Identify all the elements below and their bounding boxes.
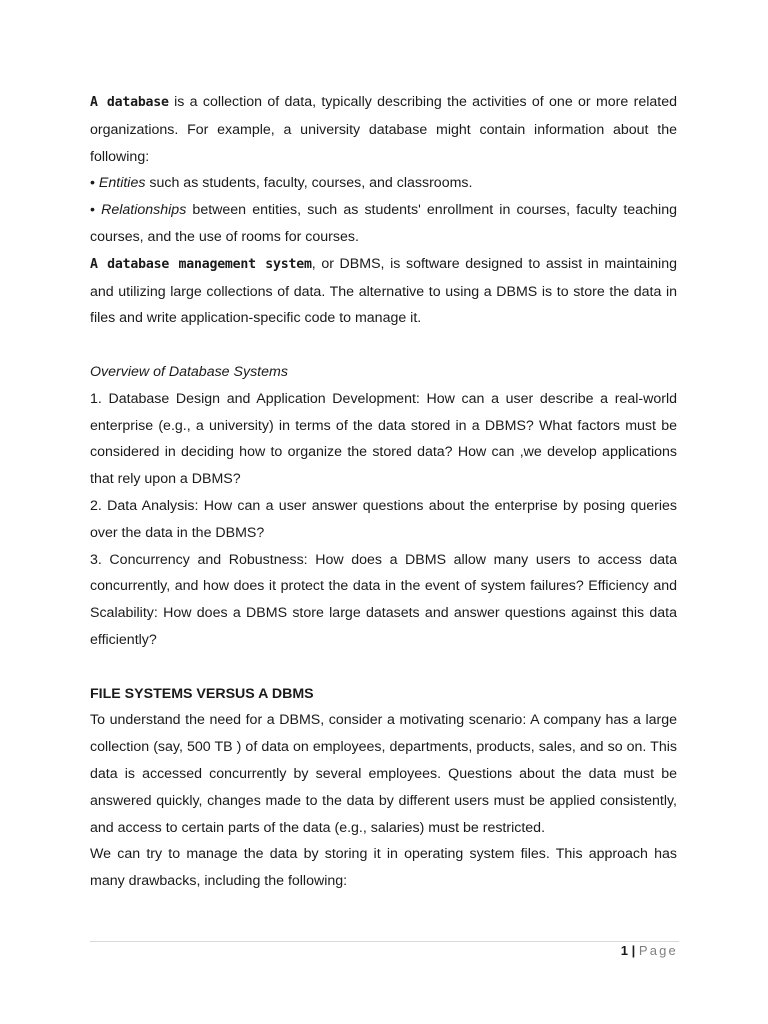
entities-term: Entities (98, 175, 146, 192)
intro-text: is a collection of data, typically describing the activities of one or more related organizations. For example, a university database might contain information about the following: (90, 94, 677, 165)
section-heading: FILE SYSTEMS VERSUS A DBMS (90, 685, 314, 702)
dbms-term: A database management system (90, 256, 312, 272)
overview-item-1: 1. Database Design and Application Development: How can a user describe a real-world enterprise (e.g., a university) in terms of the data stored in a DBMS? What factors must be considered in deciding how to organize the stored data? How can ,we develop applications that rely upon a DBMS? (90, 390, 677, 488)
paragraph-gap (90, 654, 677, 681)
bullet-relationships (90, 197, 677, 251)
overview-item-3: 3. Concurrency and Robustness: How does a DBMS allow many users to access data concurrently, and how does it protect the data in the event of system failures? Efficiency and Scalability: How does a DBMS store large datasets and answer questions against this data efficiently? (90, 551, 677, 648)
overview-heading (90, 359, 677, 386)
page-label: Page (638, 943, 678, 958)
file-systems-paragraph-2: We can try to manage the data by storing it in operating system files. This approach has many drawbacks, including the following: (90, 846, 677, 890)
bullet-mark: • (90, 175, 99, 192)
page-number: 1 (620, 943, 628, 958)
document-body (90, 89, 677, 895)
bullet-text: between entities, such as students' enrollment in courses, faculty teaching courses, and the use of rooms for courses. (90, 202, 677, 245)
page-footer (621, 943, 678, 959)
relationships-term: Relationships (101, 202, 187, 219)
overview-item-2: 2. Data Analysis: How can a user answer questions about the enterprise by posing queries over the data in the DBMS? (90, 497, 677, 541)
paragraph-gap (90, 332, 677, 359)
file-systems-paragraph-1: To understand the need for a DBMS, consider a motivating scenario: A company has a large collection (say, 500 TB ) of data on employees, departments, products, sales, and so on. This data is accessed concurrently by several employees. Questions about the data must be answered quickly, changes made to the data by different users must be applied consistently, and access to certain parts of the data (e.g., salaries) must be restricted. (90, 712, 677, 836)
bullet-text: such as students, faculty, courses, and classrooms. (145, 175, 473, 192)
overview-heading-text: Overview of Database Systems (90, 363, 288, 380)
dbms-text: , or DBMS, is software designed to assist in maintaining and utilizing large collections of data. The alternative to using a DBMS is to store the data in files and write application-specific code to manage it. (90, 255, 677, 327)
dbms-paragraph (90, 251, 677, 332)
database-term: A database (90, 95, 169, 110)
bullet-entities (90, 170, 677, 197)
intro-paragraph (90, 89, 677, 170)
footer-separator: | (627, 943, 639, 958)
bullet-mark: • (90, 202, 102, 219)
footer-divider (90, 941, 679, 942)
